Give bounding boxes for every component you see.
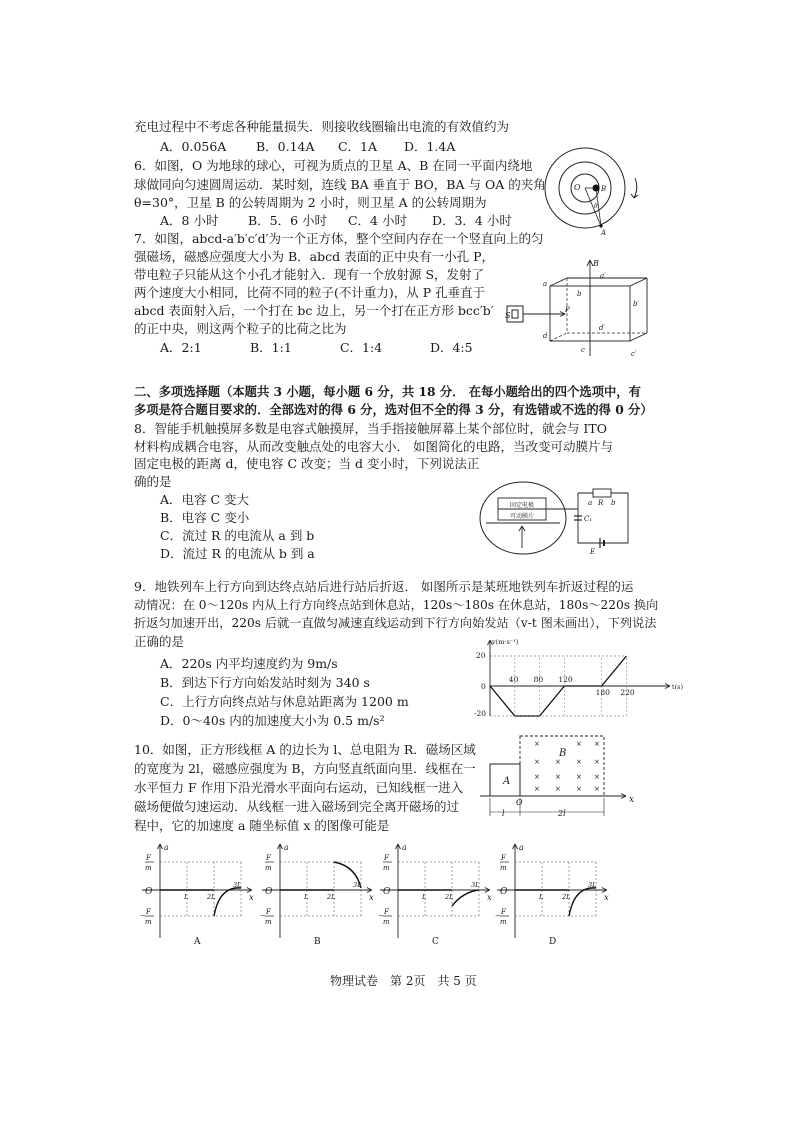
field-cross: × bbox=[576, 785, 582, 793]
graph-origin-label: O bbox=[383, 887, 391, 897]
graph-x-axis-label: x bbox=[249, 893, 254, 902]
fig7-label-d: d bbox=[543, 332, 548, 340]
fig9-y-label: v(m·s⁻¹) bbox=[492, 638, 519, 646]
q8-line-3: 固定电极的距离 d，使电容 C 改变；当 d 变小时，下列说法正 bbox=[134, 456, 480, 471]
q9-line-2: 动情况：在 0～120s 内从上行方向终点站到休息站，120s～180s 在休息站，180s～220s 换向 bbox=[134, 598, 659, 612]
graph-m-label: m bbox=[500, 864, 507, 872]
graph-option-label: A bbox=[194, 937, 201, 947]
q6-option-c[interactable]: C．4 小时 bbox=[347, 213, 407, 228]
field-cross: × bbox=[576, 773, 582, 781]
movable-membrane-label: 可动膜片 bbox=[509, 513, 535, 520]
graph-tick-3l: 3L bbox=[353, 881, 362, 889]
graph-origin-label: O bbox=[265, 887, 273, 897]
graph-f-label: F bbox=[384, 854, 389, 862]
q7-line-6: 的正中央，则这两个粒子的比荷之比为 bbox=[134, 321, 347, 336]
fig9-tick-label: 80 bbox=[533, 675, 544, 684]
graph-f-label-neg: F bbox=[501, 908, 506, 916]
graph-a-axis-label: a bbox=[164, 843, 169, 852]
fig7-cube-diagram bbox=[505, 256, 665, 366]
q6-line-3: θ=30°，卫星 B 的公转周期为 2 小时，则卫星 A 的公转周期为 bbox=[134, 195, 487, 210]
field-cross: × bbox=[576, 740, 582, 748]
graph-tick-2l: 2L bbox=[562, 893, 571, 901]
fig7-label-a-prime: a′ bbox=[600, 272, 606, 280]
fig7-label-field: B bbox=[593, 259, 599, 268]
field-cross: × bbox=[534, 773, 540, 781]
graph-minus-label: − bbox=[378, 912, 384, 920]
graph-tick-3l: 3L bbox=[588, 881, 597, 889]
q7-line-5: abcd 表面射入后，一个打在 bc 边上，另一个打在正方形 bcc′b′ bbox=[134, 303, 494, 318]
fig7-label-s: S bbox=[505, 311, 511, 320]
q9-option-b[interactable]: B．到达下行方向始发站时刻为 340 s bbox=[160, 675, 370, 690]
q6-options bbox=[160, 213, 512, 229]
q7-option-a[interactable]: A．2:1 bbox=[160, 340, 202, 355]
field-cross: × bbox=[576, 758, 582, 766]
graph-f-label-neg: F bbox=[266, 908, 271, 916]
graph-tick-l: L bbox=[304, 893, 309, 901]
graph-f-label-neg: F bbox=[384, 908, 389, 916]
q7-line-1: 7．如图，abcd-a′b′c′d′为一个正方体，整个空间内存在一个竖直向上的匀 bbox=[134, 231, 544, 246]
q9-line-3: 折返匀加速开出，220s 后就一直做匀减速直线运动到下行方向始发站（v-t 图未画出），下列说法 bbox=[134, 616, 657, 630]
fig7-label-b-prime: b′ bbox=[633, 300, 640, 308]
graph-option-label: D bbox=[549, 937, 557, 947]
q9-option-a[interactable]: A．220s 内平均速度约为 9m/s bbox=[160, 656, 338, 671]
graph-x-axis-label: x bbox=[604, 893, 609, 902]
graph-origin-label: O bbox=[145, 887, 153, 897]
q10-graph-d[interactable] bbox=[495, 840, 627, 948]
graph-x-axis-label: x bbox=[369, 893, 374, 902]
fig8-label-a: a bbox=[588, 499, 593, 507]
satellite-a-dot bbox=[599, 224, 602, 227]
field-cross: × bbox=[594, 773, 600, 781]
q8-line-4: 确的是 bbox=[134, 474, 172, 489]
graph-curve bbox=[214, 888, 241, 916]
graph-minus-label: − bbox=[140, 912, 146, 920]
fig10-label-b: B bbox=[559, 748, 567, 759]
q9-option-d[interactable]: D．0～40s 内的加速度大小为 0.5 m/s² bbox=[160, 713, 385, 728]
field-cross: × bbox=[594, 740, 600, 748]
field-region bbox=[520, 736, 604, 796]
q8-option-d[interactable]: D．流过 R 的电流从 b 到 a bbox=[160, 546, 315, 561]
fig7-label-c-prime: c′ bbox=[631, 350, 637, 358]
graph-tick-l: L bbox=[422, 893, 427, 901]
q10-line-3: 水平恒力 F 作用下沿光滑水平面向右运动，已知线框一进入 bbox=[134, 780, 464, 795]
graph-tick-l: L bbox=[539, 893, 544, 901]
fig9-y-top-label: 20 bbox=[476, 651, 486, 660]
field-cross: × bbox=[555, 758, 561, 766]
q8-option-a[interactable]: A．电容 C 变大 bbox=[160, 492, 250, 507]
graph-tick-2l: 2L bbox=[207, 893, 216, 901]
graph-curve bbox=[452, 890, 479, 906]
graph-tick-3l: 3L bbox=[233, 881, 242, 889]
q5-option-c[interactable]: C．1A bbox=[337, 139, 378, 154]
fig10-field-diagram bbox=[476, 734, 646, 826]
fig9-tick-label: 180 bbox=[595, 688, 610, 697]
q5-options bbox=[160, 139, 455, 155]
q7-line-2: 强磁场，磁感应强度大小为 B．abcd 表面的正中央有一小孔 P， bbox=[134, 249, 494, 264]
q6-option-d[interactable]: D．3．4 小时 bbox=[431, 213, 512, 228]
q7-option-d[interactable]: D．4:5 bbox=[429, 340, 473, 355]
graph-origin-label: O bbox=[500, 887, 508, 897]
fig10-label-o: O bbox=[516, 798, 523, 807]
field-cross: × bbox=[534, 785, 540, 793]
page-footer: 物理试卷 第 2页 共 5 页 bbox=[330, 974, 477, 988]
q10-line-1: 10．如图，正方形线框 A 的边长为 l、总电阻为 R．磁场区域 bbox=[134, 742, 476, 757]
graph-a-axis-label: a bbox=[284, 843, 289, 852]
fig8-label-c: C₁ bbox=[584, 515, 593, 523]
field-cross: × bbox=[594, 785, 600, 793]
graph-option-label: C bbox=[432, 937, 439, 947]
q10-graph-a[interactable] bbox=[140, 840, 272, 948]
fixed-electrode-label: 固定电极 bbox=[509, 502, 535, 509]
section2-heading-1: 二、多项选择题（本题共 3 小题，每小题 6 分，共 18 分． 在每小题给出的四个选项中，有 bbox=[134, 384, 641, 399]
q7-option-b[interactable]: B．1:1 bbox=[249, 340, 292, 355]
graph-m-label-neg: m bbox=[265, 918, 272, 926]
fig10-label-x: x bbox=[629, 795, 635, 805]
field-cross: × bbox=[594, 758, 600, 766]
q10-line-5: 程中，它的加速度 a 随坐标值 x 的图像可能是 bbox=[134, 818, 390, 833]
field-cross: × bbox=[534, 758, 540, 766]
graph-curve bbox=[569, 888, 596, 916]
q10-graph-c[interactable] bbox=[378, 840, 510, 948]
q6-option-b[interactable]: B．5．6 小时 bbox=[247, 213, 328, 228]
line-q5-end: 充电过程中不考虑各种能量损失．则接收线圈输出电流的有效值约为 bbox=[134, 119, 510, 134]
q10-line-2: 的宽度为 2l，磁感应强度为 B，方向竖直纸面向里．线框在一 bbox=[134, 761, 476, 776]
graph-a-axis-label: a bbox=[519, 843, 524, 852]
rotation-arrow-icon bbox=[634, 178, 637, 198]
field-cross-marks bbox=[534, 740, 600, 793]
field-cross: × bbox=[555, 773, 561, 781]
q8-line-1: 8．智能手机触摸屏多数是电容式触摸屏，当手指接触屏幕上某个部位时，就会与 ITO bbox=[134, 421, 607, 436]
q5-option-a[interactable]: A．0.056A bbox=[160, 139, 227, 154]
graph-option-label: B bbox=[314, 937, 321, 947]
fig10-label-2l: 2l bbox=[558, 809, 566, 818]
graph-f-label-neg: F bbox=[146, 908, 151, 916]
graph-m-label: m bbox=[265, 864, 272, 872]
q10-line-4: 磁场便做匀速运动．从线框一进入磁场到完全离开磁场的过 bbox=[134, 799, 460, 814]
fig7-label-d-prime: d′ bbox=[599, 324, 606, 332]
fig8-label-e: E bbox=[590, 548, 596, 556]
graph-m-label-neg: m bbox=[500, 918, 507, 926]
fig6-label-theta: θ bbox=[594, 203, 598, 210]
q5-option-d[interactable]: D．1.4A bbox=[403, 139, 456, 154]
q6-line-1: 6．如图，O 为地球的球心，可视为质点的卫星 A、B 在同一平面内绕地 bbox=[134, 158, 533, 173]
graph-tick-2l: 2L bbox=[327, 893, 336, 901]
fig9-zero-label: 0 bbox=[481, 682, 486, 691]
graph-tick-3l: 3L bbox=[471, 881, 480, 889]
q10-graph-b[interactable] bbox=[260, 840, 392, 948]
q5-option-b[interactable]: B．0.14A bbox=[255, 139, 315, 154]
fig7-label-b: b bbox=[577, 290, 582, 298]
q9-line-1: 9．地铁列车上行方向到达终点站后进行站后折返． 如图所示是某班地铁列车折返过程的运 bbox=[134, 579, 634, 594]
fig7-label-p: P bbox=[565, 306, 570, 314]
fig8-label-b: b bbox=[611, 499, 616, 507]
q7-line-4: 两个速度大小相同，比荷不同的粒子(不计重力)，从 P 孔垂直于 bbox=[134, 285, 486, 300]
graph-a-axis-label: a bbox=[402, 843, 407, 852]
fig9-tick-label: 40 bbox=[508, 675, 519, 684]
fig6-label-a: A bbox=[601, 229, 607, 237]
field-cross: × bbox=[534, 740, 540, 748]
field-cross: × bbox=[555, 785, 561, 793]
graph-x-axis-label: x bbox=[487, 893, 492, 902]
graph-m-label-neg: m bbox=[145, 918, 152, 926]
fig7-label-c: c bbox=[581, 346, 585, 354]
graph-minus-label: − bbox=[495, 912, 501, 920]
fig6-orbit-diagram bbox=[540, 146, 650, 236]
section2-heading-2: 多项是符合题目要求的．全部选对的得 6 分，选对但不全的得 3 分，有选错或不选的得 0 分） bbox=[134, 402, 653, 417]
graph-f-label: F bbox=[146, 854, 151, 862]
fig10-label-a: A bbox=[503, 776, 511, 787]
q8-line-2: 材料构成耦合电容，从而改变触点处的电容大小． 如图简化的电路，当改变可动膜片与 bbox=[134, 439, 613, 454]
q6-line-2: 球做同向匀速圆周运动．某时刻，连线 BA 垂直于 BO，BA 与 OA 的夹角 bbox=[134, 177, 546, 192]
graph-m-label-neg: m bbox=[383, 918, 390, 926]
fig10-label-l: l bbox=[502, 809, 505, 818]
fig8-circuit-diagram bbox=[478, 478, 638, 558]
fig7-label-a: a bbox=[543, 280, 548, 288]
graph-f-label: F bbox=[266, 854, 271, 862]
graph-m-label: m bbox=[383, 864, 390, 872]
graph-f-label: F bbox=[501, 854, 506, 862]
q9-line-4: 正确的是 bbox=[134, 634, 185, 649]
resistor-r bbox=[593, 489, 611, 497]
graph-minus-label: − bbox=[260, 912, 266, 920]
q7-line-3: 带电粒子只能从这个小孔才能射入．现有一个放射源 S，发射了 bbox=[134, 267, 485, 282]
fig9-y-bottom-label: -20 bbox=[474, 709, 487, 718]
q8-option-b[interactable]: B．电容 C 变小 bbox=[160, 510, 250, 525]
fig9-vt-graph bbox=[470, 636, 684, 718]
q9-option-c[interactable]: C．上行方向终点站与休息站距离为 1200 m bbox=[160, 694, 409, 709]
graph-m-label: m bbox=[145, 864, 152, 872]
fig9-tick-label: 220 bbox=[620, 688, 635, 697]
q6-option-a[interactable]: A．8 小时 bbox=[160, 213, 219, 228]
fig9-tick-label: 120 bbox=[558, 675, 573, 684]
fig8-label-r: R bbox=[598, 499, 604, 507]
fig9-x-label: t(s) bbox=[672, 683, 684, 691]
q7-options bbox=[160, 340, 473, 356]
q8-option-c[interactable]: C．流过 R 的电流从 a 到 b bbox=[160, 528, 315, 543]
fig6-label-b: B bbox=[601, 185, 607, 193]
graph-tick-2l: 2L bbox=[445, 893, 454, 901]
q7-option-c[interactable]: C．1:4 bbox=[339, 340, 383, 355]
graph-tick-l: L bbox=[184, 893, 189, 901]
fig6-label-o: O bbox=[574, 183, 581, 192]
